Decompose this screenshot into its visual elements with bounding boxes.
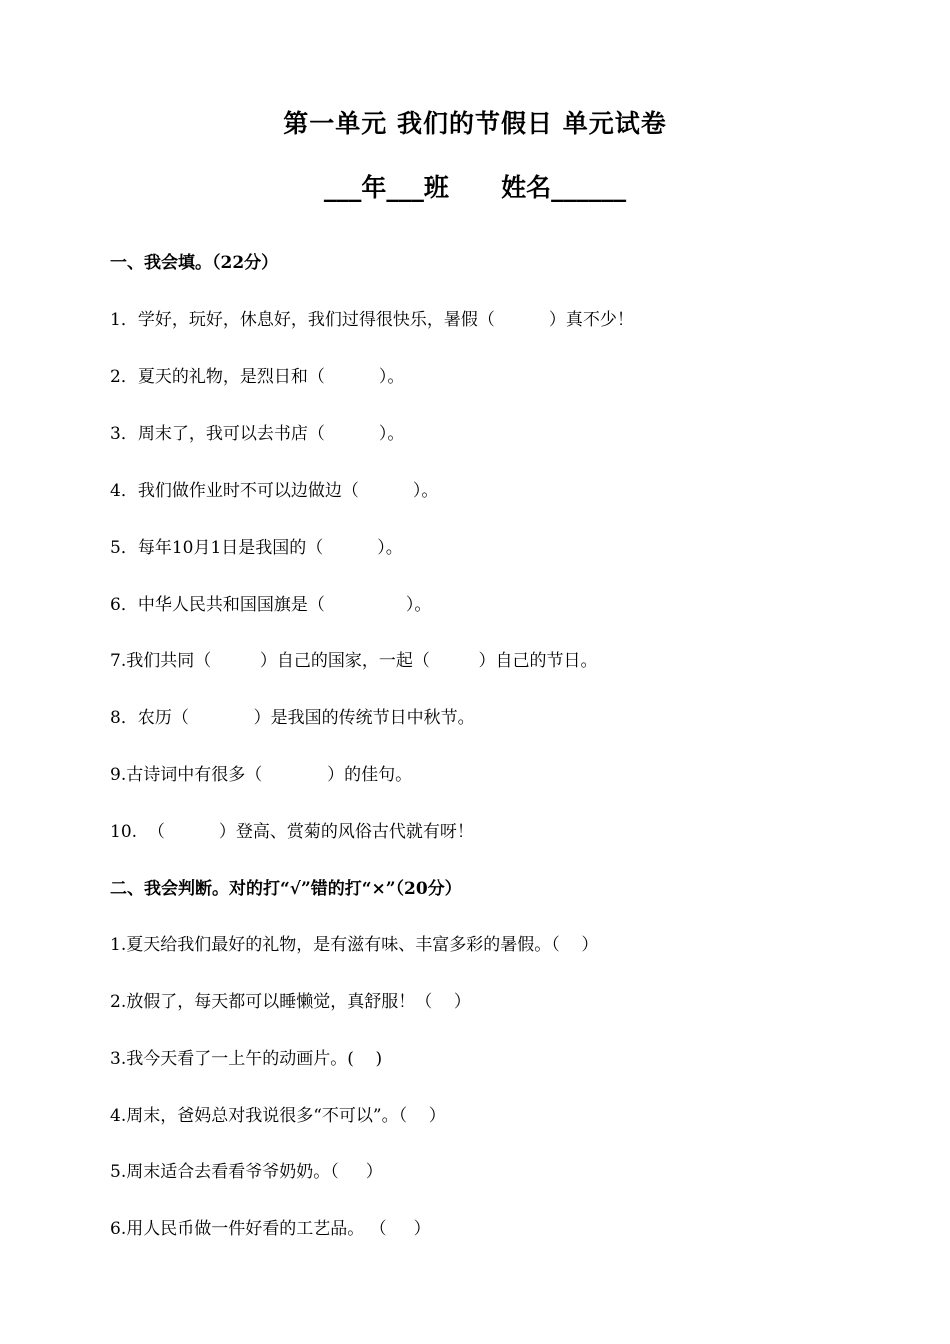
fill-question: 5．每年10月1日是我国的（ ）。: [110, 538, 403, 558]
judge-question: 4.周末，爸妈总对我说很多“不可以”。（ ）: [110, 1106, 446, 1126]
student-info-line: ___年___班 姓名______: [323, 173, 627, 202]
fill-question: 9.古诗词中有很多（ ）的佳句。: [110, 765, 413, 785]
fill-question: 7.我们共同（ ）自己的国家，一起（ ）自己的节日。: [110, 651, 598, 671]
fill-question: 2．夏天的礼物，是烈日和（ ）。: [110, 367, 405, 387]
judge-question: 5.周末适合去看看爷爷奶奶。（ ）: [110, 1162, 383, 1182]
section-heading-judge: 二、我会判断。对的打“√”错的打“×”（20分）: [110, 879, 462, 899]
fill-question: 10. （ ）登高、赏菊的风俗古代就有呀！: [110, 822, 474, 842]
fill-question: 8．农历（ ）是我国的传统节日中秋节。: [110, 708, 475, 728]
fill-question: 1．学好，玩好，休息好，我们过得很快乐，暑假（ ）真不少！: [110, 310, 634, 330]
judge-question: 1.夏天给我们最好的礼物，是有滋有味、丰富多彩的暑假。（ ）: [110, 935, 599, 955]
fill-question: 6．中华人民共和国国旗是（ ）。: [110, 595, 432, 615]
page-title: 第一单元 我们的节假日 单元试卷: [283, 109, 667, 138]
judge-question: 2.放假了，每天都可以睡懒觉，真舒服！（ ）: [110, 992, 471, 1012]
judge-question: 3.我今天看了一上午的动画片。( ): [110, 1049, 383, 1069]
judge-question: 6.用人民币做一件好看的工艺品。 （ ）: [110, 1219, 431, 1239]
fill-question: 4．我们做作业时不可以边做边（ ）。: [110, 481, 439, 501]
section-heading-fill: 一、我会填。（22分）: [110, 253, 279, 273]
fill-question: 3．周末了，我可以去书店（ ）。: [110, 424, 405, 444]
